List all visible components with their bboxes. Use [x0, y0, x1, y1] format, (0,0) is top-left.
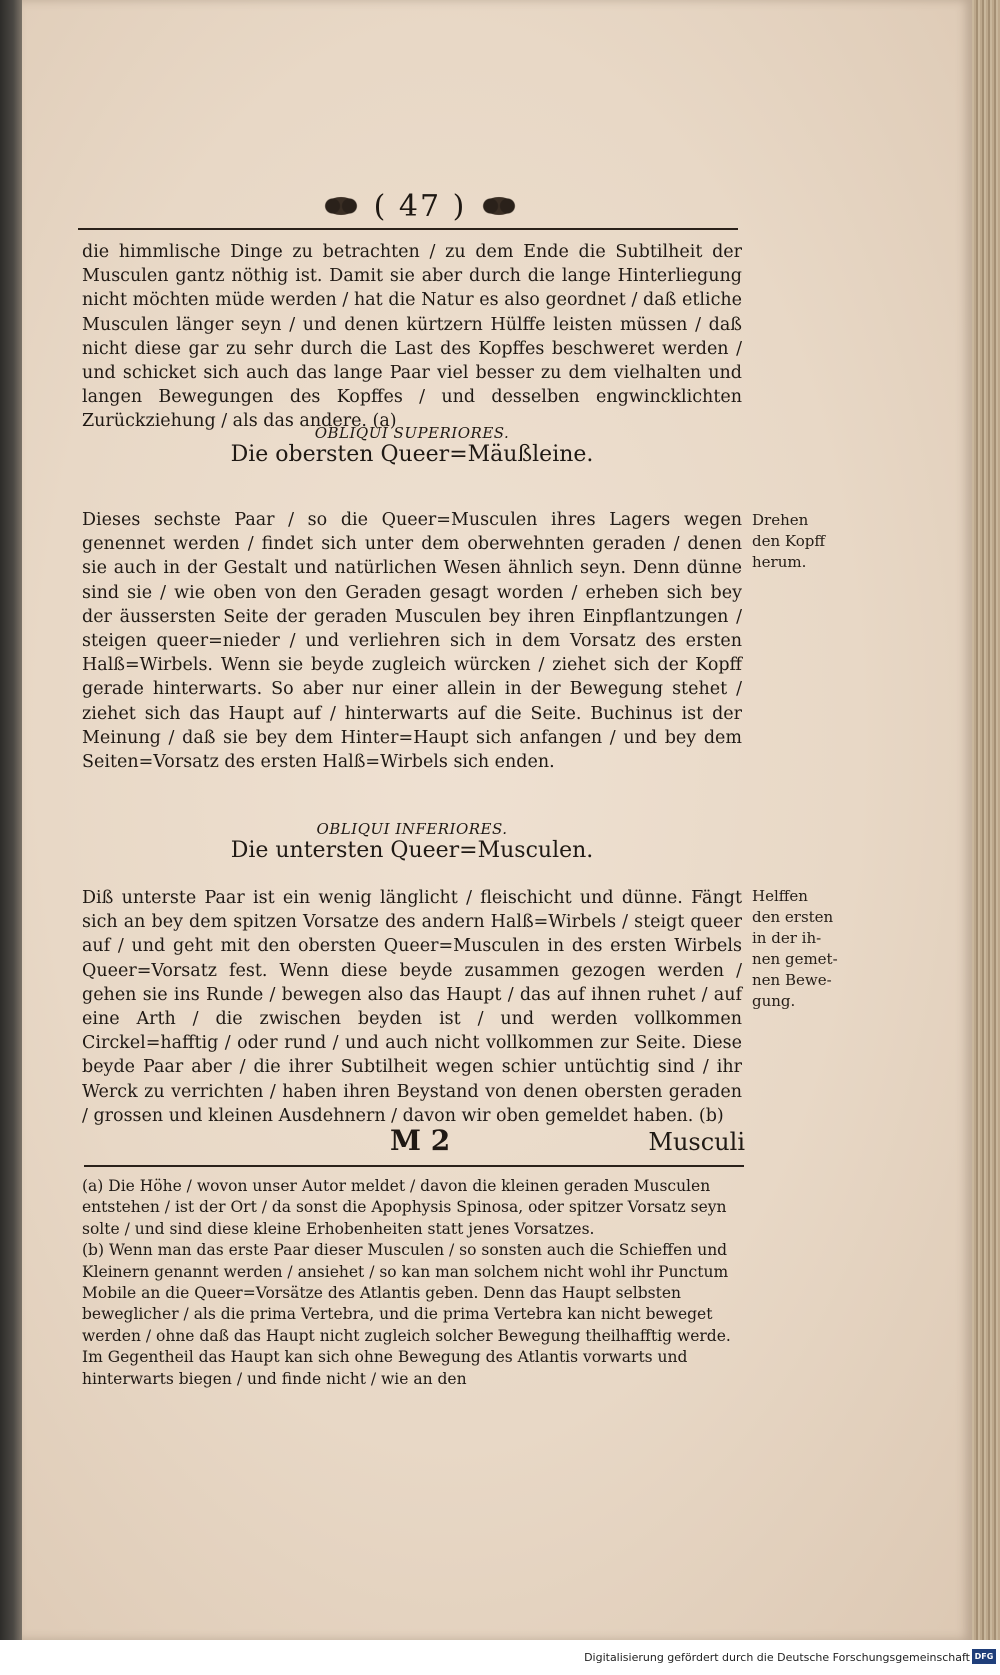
section-2-body: [82, 886, 742, 1128]
section-2-heading: [82, 820, 742, 863]
book-cover-edge: [0, 0, 22, 1640]
intro-block: [82, 240, 742, 434]
right-ornament-icon: [478, 193, 520, 219]
signature-row: [390, 1124, 745, 1160]
header-rule: [78, 228, 738, 230]
footnote-b: (b) Wenn man das erste Paar dieser Musculen / so sonsten auch die Schieffen und Kleinern genannt werden / ansiehet / so kan man solchem nicht wohl ihr Punctum Mobile an die Queer=Vorsätze des Atlantis geben. Denn das Haupt selbsten beweglicher / als die prima Vertebra, und die prima Vertebra kan nicht beweget werden / ohne daß das Haupt nicht zugleich solcher Bewegung theilhafftig werde. Im Gegentheil das Haupt kan sich ohne Bewegung des Atlantis vorwarts und hinterwarts biegen / und finde nicht / wie an den: [82, 1241, 731, 1388]
page-header: [300, 186, 540, 226]
margin-line: Helffen: [752, 887, 808, 905]
margin-line: den Kopff: [752, 532, 826, 550]
page-number: ( 47 ): [373, 188, 467, 224]
digitization-credit: Digitalisierung gefördert durch die Deutsche Forschungsgemeinschaft: [584, 1651, 970, 1664]
intro-paragraph: die himmlische Dinge zu betrachten / zu dem Ende die Subtilheit der Musculen gantz nöthig ist. Damit sie aber durch die lange Hinterliegung nicht möchten müde werden / hat die Natur es also geordnet / daß etliche Musculen länger seyn / und denen kürtzern Hülffe leisten müssen / daß nicht diese gar zu sehr durch die Last des Kopffes beschweret werden / und schicket sich auch das lange Paar viel besser zu dem vielhalten und langen Bewegungen des Kopffes / und desselben engwincklichten Zurückziehung / als das andere. (a): [82, 242, 742, 432]
section-1-body: [82, 508, 742, 774]
signature-mark: M 2: [390, 1124, 451, 1157]
section-1-paragraph: Dieses sechste Paar / so die Queer=Musculen ihres Lagers wegen genennet werden / findet sich unter dem oberwehnten geraden / denen sie auch in der Gestalt und natürlichen Wesen ähnlich seyn. Denn dünne sind sie / wie oben von den Geraden gesagt worden / erheben sich bey der äussersten Seite der geraden Musculen bey ihren Einpflantzungen / steigen queer=nieder / und verliehren sich in dem Vorsatz des ersten Halß=Wirbels. Wenn sie beyde zugleich würcken / ziehet sich der Kopff gerade hinterwarts. So aber nur einer allein in der Bewegung stehet / ziehet sich das Haupt auf / hinterwarts auf die Seite. Buchinus ist der Meinung / daß sie bey dem Hinter=Haupt sich anfangen / und bey dem Seiten=Vorsatz des ersten Halß=Wirbels sich enden.: [82, 510, 742, 773]
margin-line: gung.: [752, 992, 796, 1010]
margin-line: nen Bewe-: [752, 971, 832, 989]
margin-line: den ersten: [752, 908, 834, 926]
section-1-german-title: Die obersten Queer=Mäußleine.: [230, 442, 594, 467]
footnote-a: (a) Die Höhe / wovon unser Autor meldet / davon die kleinen geraden Musculen entstehen / ist der Ort / da sonst die Apophysis Spinosa, oder spitzer Vorsatz seyn solte / und sind diese kleine Erhobenheiten statt jenes Vorsatzes.: [82, 1177, 727, 1238]
section-1-heading: [82, 424, 742, 467]
section-1-margin-note: [752, 510, 842, 573]
margin-line: nen gemet-: [752, 950, 838, 968]
left-ornament-icon: [320, 193, 362, 219]
margin-line: Drehen: [752, 511, 809, 529]
catchword: Musculi: [648, 1128, 745, 1156]
footnote-rule: [84, 1165, 744, 1167]
margin-line: herum.: [752, 553, 807, 571]
section-2-paragraph: Diß unterste Paar ist ein wenig länglicht / fleischicht und dünne. Fängt sich an bey dem spitzen Vorsatze des andern Halß=Wirbels / steigt queer auf / und geht mit den obersten Queer=Musculen in des ersten Wirbels Queer=Vorsatz fest. Wenn diese beyde zusammen gezogen werden / gehen sie ins Runde / bewegen also das Haupt / das auf ihnen ruhet / auf eine Arth / die zwischen beyden ist / und werden vollkommen Circkel=hafftig / oder rund / und auch nicht vollkommen zur Seite. Diese beyde Paar aber / die ihrer Subtilheit wegen schier untüchtig sind / ihr Werck zu verrichten / haben ihren Beystand von denen obersten geraden / grossen und kleinen Ausdehnern / davon wir oben gemeldet haben. (b): [82, 888, 742, 1126]
section-2-german-title: Die untersten Queer=Musculen.: [230, 838, 594, 863]
margin-line: in der ih-: [752, 929, 822, 947]
section-2-latin-title: OBLIQUI INFERIORES.: [316, 820, 508, 838]
section-1-latin-title: OBLIQUI SUPERIORES.: [314, 424, 510, 442]
page-edges: [968, 0, 1000, 1640]
footnotes: [82, 1176, 742, 1390]
section-2-margin-note: [752, 886, 842, 1012]
dfg-logo: DFG: [972, 1649, 996, 1664]
